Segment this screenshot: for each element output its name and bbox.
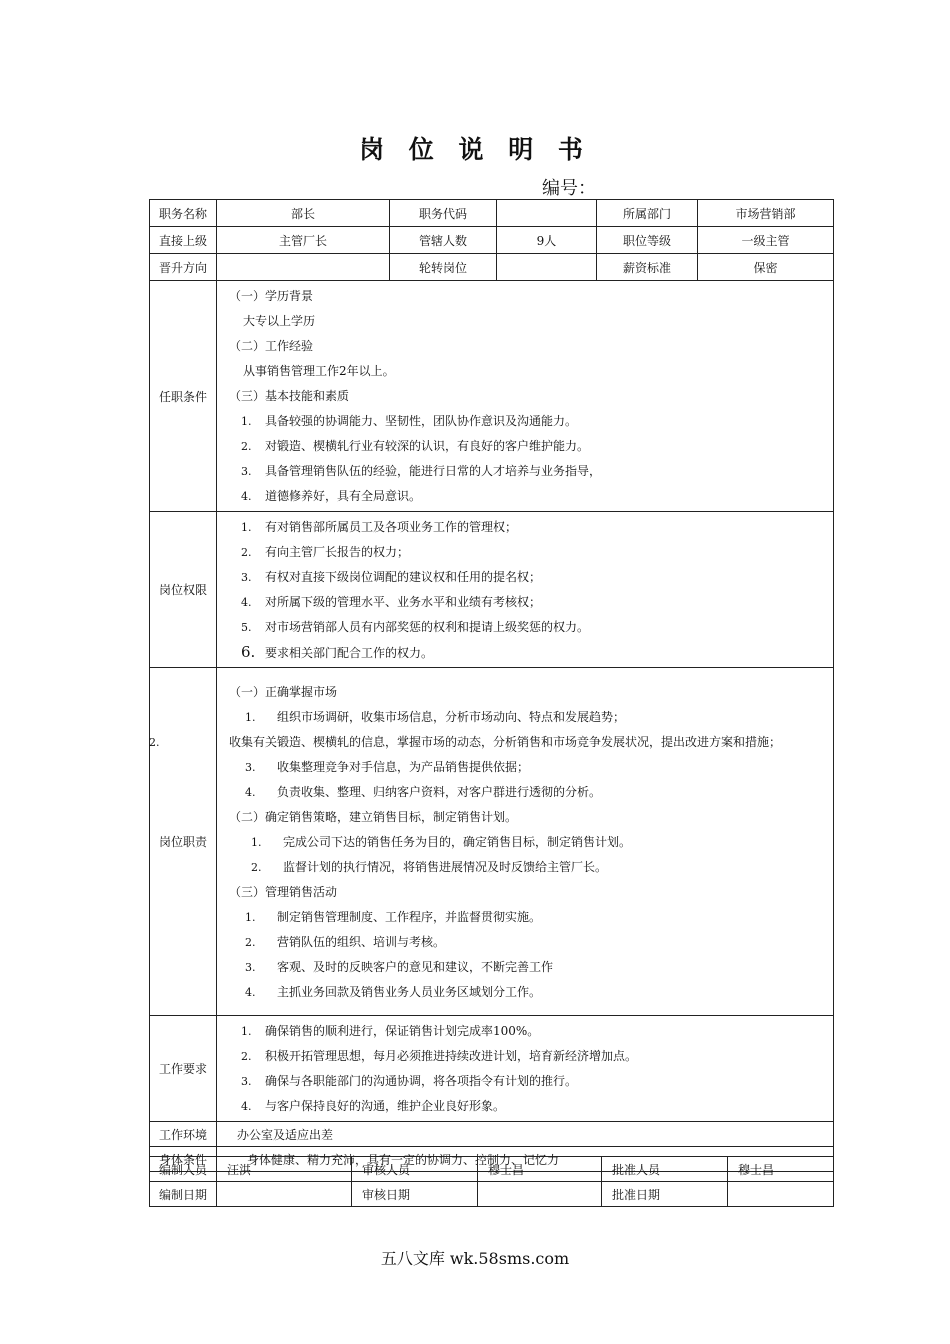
list-item <box>229 1044 827 1069</box>
item-text: 收集整理竞争对手信息，为产品销售提供依据； <box>277 759 530 774</box>
item-number: 1. <box>251 835 262 849</box>
qualifications-label: 任职条件 <box>150 281 217 512</box>
signature-label-cell: 批准人员 <box>602 1157 728 1182</box>
item-text: 对锻造、楔横轧行业有较深的认识，有良好的客户维护能力。 <box>265 439 590 453</box>
list-item <box>229 484 827 509</box>
authority-content <box>217 512 834 668</box>
item-text: 营销队伍的组织、培训与考核。 <box>277 934 446 949</box>
item-text: 有对销售部所属员工及各项业务工作的管理权； <box>265 520 518 534</box>
signature-value-cell: 汪洪 <box>217 1157 352 1182</box>
item-text: 监督计划的执行情况，将销售进展情况及时反馈给主管厂长。 <box>283 859 608 874</box>
list-item <box>229 855 827 880</box>
exp-heading: （二）工作经验 <box>229 339 314 353</box>
number-label: 编号： <box>542 178 596 199</box>
content-table <box>149 280 834 1172</box>
duties-heading-2: （二）确定销售策略，建立销售目标，制定销售计划。 <box>229 809 518 824</box>
physical-label: 身体条件 <box>150 1147 217 1172</box>
item-text: 道德修养好，具有全局意识。 <box>265 489 422 503</box>
duties-list-2 <box>229 830 827 880</box>
item-text: 具备较强的协调能力、坚韧性，团队协作意识及沟通能力。 <box>265 414 578 428</box>
info-value-cell: 保密 <box>698 254 834 281</box>
list-item <box>229 409 827 434</box>
info-value-cell: 一级主管 <box>698 227 834 254</box>
list-item <box>229 955 827 980</box>
authority-row <box>150 512 834 668</box>
signature-label-cell: 审核人员 <box>352 1157 478 1182</box>
info-value-cell: 部长 <box>217 200 390 227</box>
item-number: 1. <box>241 415 252 428</box>
item-number: 2. <box>245 935 256 949</box>
info-label-cell: 轮转岗位 <box>390 254 497 281</box>
list-item <box>229 1019 827 1044</box>
info-value-cell <box>497 200 597 227</box>
signature-value-cell <box>217 1182 352 1207</box>
item-text: 制定销售管理制度、工作程序，并监督贯彻实施。 <box>277 909 542 924</box>
info-label-cell: 管辖人数 <box>390 227 497 254</box>
skills-list <box>229 409 827 509</box>
exp-value: 从事销售管理工作2年以上。 <box>243 364 395 378</box>
item-number: 4. <box>245 985 256 999</box>
list-item <box>229 434 827 459</box>
item-number: 6. <box>241 643 256 661</box>
list-item <box>229 615 827 640</box>
item-text: 确保与各职能部门的沟通协调，将各项指令有计划的推行。 <box>265 1074 578 1088</box>
signature-table <box>149 1156 834 1207</box>
info-label-cell: 职位等级 <box>597 227 698 254</box>
item-text: 与客户保持良好的沟通，维护企业良好形象。 <box>265 1099 506 1113</box>
list-item <box>229 780 827 805</box>
item-number: 2. <box>241 546 252 559</box>
info-value-cell <box>497 254 597 281</box>
list-item <box>229 830 827 855</box>
item-number: 3. <box>245 760 256 774</box>
duties-heading-1: （一）正确掌握市场 <box>229 684 338 699</box>
info-label-cell: 晋升方向 <box>150 254 217 281</box>
list-item <box>229 705 827 730</box>
item-number: 2. <box>241 1050 252 1063</box>
info-row <box>150 200 834 227</box>
list-item <box>229 459 827 484</box>
list-item <box>229 905 827 930</box>
signature-value-cell: 穆士昌 <box>728 1157 834 1182</box>
item-text: 完成公司下达的销售任务为目的，确定销售目标，制定销售计划。 <box>283 834 632 849</box>
edu-heading: （一）学历背景 <box>229 289 314 303</box>
info-value-cell: 市场营销部 <box>698 200 834 227</box>
list-item <box>229 540 827 565</box>
duties-list-1 <box>149 705 827 805</box>
item-text: 负责收集、整理、归纳客户资料，对客户群进行透彻的分析。 <box>277 784 602 799</box>
authority-label: 岗位权限 <box>150 512 217 668</box>
info-label-cell: 所属部门 <box>597 200 698 227</box>
signature-label-cell: 审核日期 <box>352 1182 478 1207</box>
requirements-content <box>217 1016 834 1122</box>
qualifications-content <box>217 281 834 512</box>
item-number: 3. <box>241 571 252 584</box>
edu-value: 大专以上学历 <box>243 314 316 328</box>
item-number: 1. <box>245 910 256 924</box>
list-item <box>229 640 827 665</box>
signature-row <box>150 1182 834 1207</box>
item-number: 5. <box>241 621 252 634</box>
document-number <box>542 174 636 200</box>
signature-value-cell <box>728 1182 834 1207</box>
item-number: 4. <box>241 596 252 609</box>
document-title: 岗 位 说 明 书 <box>359 135 591 164</box>
info-value-cell <box>217 254 390 281</box>
item-text: 对所属下级的管理水平、业务水平和业绩有考核权； <box>265 595 542 609</box>
item-text: 确保销售的顺利进行，保证销售计划完成率100%。 <box>265 1024 540 1038</box>
skills-heading: （三）基本技能和素质 <box>229 389 350 403</box>
footer-watermark: 五八文库 wk.58sms.com <box>380 1249 570 1268</box>
physical-value: 身体健康、精力充沛，具有一定的协调力、控制力、记忆力 <box>217 1147 834 1172</box>
list-item <box>149 730 827 755</box>
list-item <box>229 930 827 955</box>
signature-value-cell <box>478 1182 602 1207</box>
requirements-row <box>150 1016 834 1122</box>
info-label-cell: 直接上级 <box>150 227 217 254</box>
info-row <box>150 254 834 281</box>
list-item <box>229 590 827 615</box>
item-text: 组织市场调研，收集市场信息，分析市场动向、特点和发展趋势； <box>277 709 626 724</box>
item-number: 4. <box>245 785 256 799</box>
info-row <box>150 227 834 254</box>
duties-label: 岗位职责 <box>150 668 217 1016</box>
requirements-list <box>229 1019 827 1119</box>
requirements-label: 工作要求 <box>150 1016 217 1122</box>
list-item <box>229 1094 827 1119</box>
item-number: 1. <box>241 521 252 534</box>
signature-label-cell: 编制日期 <box>150 1182 217 1207</box>
environment-label: 工作环境 <box>150 1122 217 1147</box>
item-text: 主抓业务回款及销售业务人员业务区域划分工作。 <box>277 984 542 999</box>
item-number: 2. <box>149 735 160 749</box>
environment-value: 办公室及适应出差 <box>217 1122 834 1147</box>
list-item <box>229 565 827 590</box>
item-number: 3. <box>241 1075 252 1088</box>
item-number: 4. <box>241 1100 252 1113</box>
signature-label-cell: 批准日期 <box>602 1182 728 1207</box>
duties-list-3 <box>229 905 827 1005</box>
info-label-cell: 职务名称 <box>150 200 217 227</box>
item-text: 要求相关部门配合工作的权力。 <box>265 646 434 660</box>
item-number: 2. <box>241 440 252 453</box>
info-value-cell: 9人 <box>497 227 597 254</box>
list-item <box>229 980 827 1005</box>
list-item <box>229 515 827 540</box>
signature-value-cell: 穆士昌 <box>478 1157 602 1182</box>
item-number: 1. <box>245 710 256 724</box>
info-value-cell: 主管厂长 <box>217 227 390 254</box>
item-text: 对市场营销部人员有内部奖惩的权利和提请上级奖惩的权力。 <box>265 620 590 634</box>
info-label-cell: 薪资标准 <box>597 254 698 281</box>
duties-row <box>150 668 834 1016</box>
qualifications-row <box>150 281 834 512</box>
info-label-cell: 职务代码 <box>390 200 497 227</box>
list-item <box>229 1069 827 1094</box>
list-item <box>229 755 827 780</box>
item-text: 收集有关锻造、楔横轧的信息，掌握市场的动态，分析销售和市场竞争发展状况，提出改进方案和措施； <box>229 734 782 749</box>
item-text: 有权对直接下级岗位调配的建议权和任用的提名权； <box>265 570 542 584</box>
item-number: 4. <box>241 490 252 503</box>
item-number: 3. <box>241 465 252 478</box>
duties-heading-3: （三）管理销售活动 <box>229 884 338 899</box>
signature-label-cell: 编制人员 <box>150 1157 217 1182</box>
item-number: 1. <box>241 1025 252 1038</box>
item-number: 3. <box>245 960 256 974</box>
item-text: 客观、及时的反映客户的意见和建议，不断完善工作 <box>277 959 554 974</box>
item-text: 有向主管厂长报告的权力； <box>265 545 410 559</box>
item-text: 积极开拓管理思想，每月必须推进持续改进计划，培育新经济增加点。 <box>265 1049 638 1063</box>
item-number: 2. <box>251 860 262 874</box>
signature-row <box>150 1157 834 1182</box>
authority-list <box>229 515 827 665</box>
info-table <box>149 199 834 281</box>
environment-row <box>150 1122 834 1147</box>
item-text: 具备管理销售队伍的经验，能进行日常的人才培养与业务指导， <box>265 464 602 478</box>
